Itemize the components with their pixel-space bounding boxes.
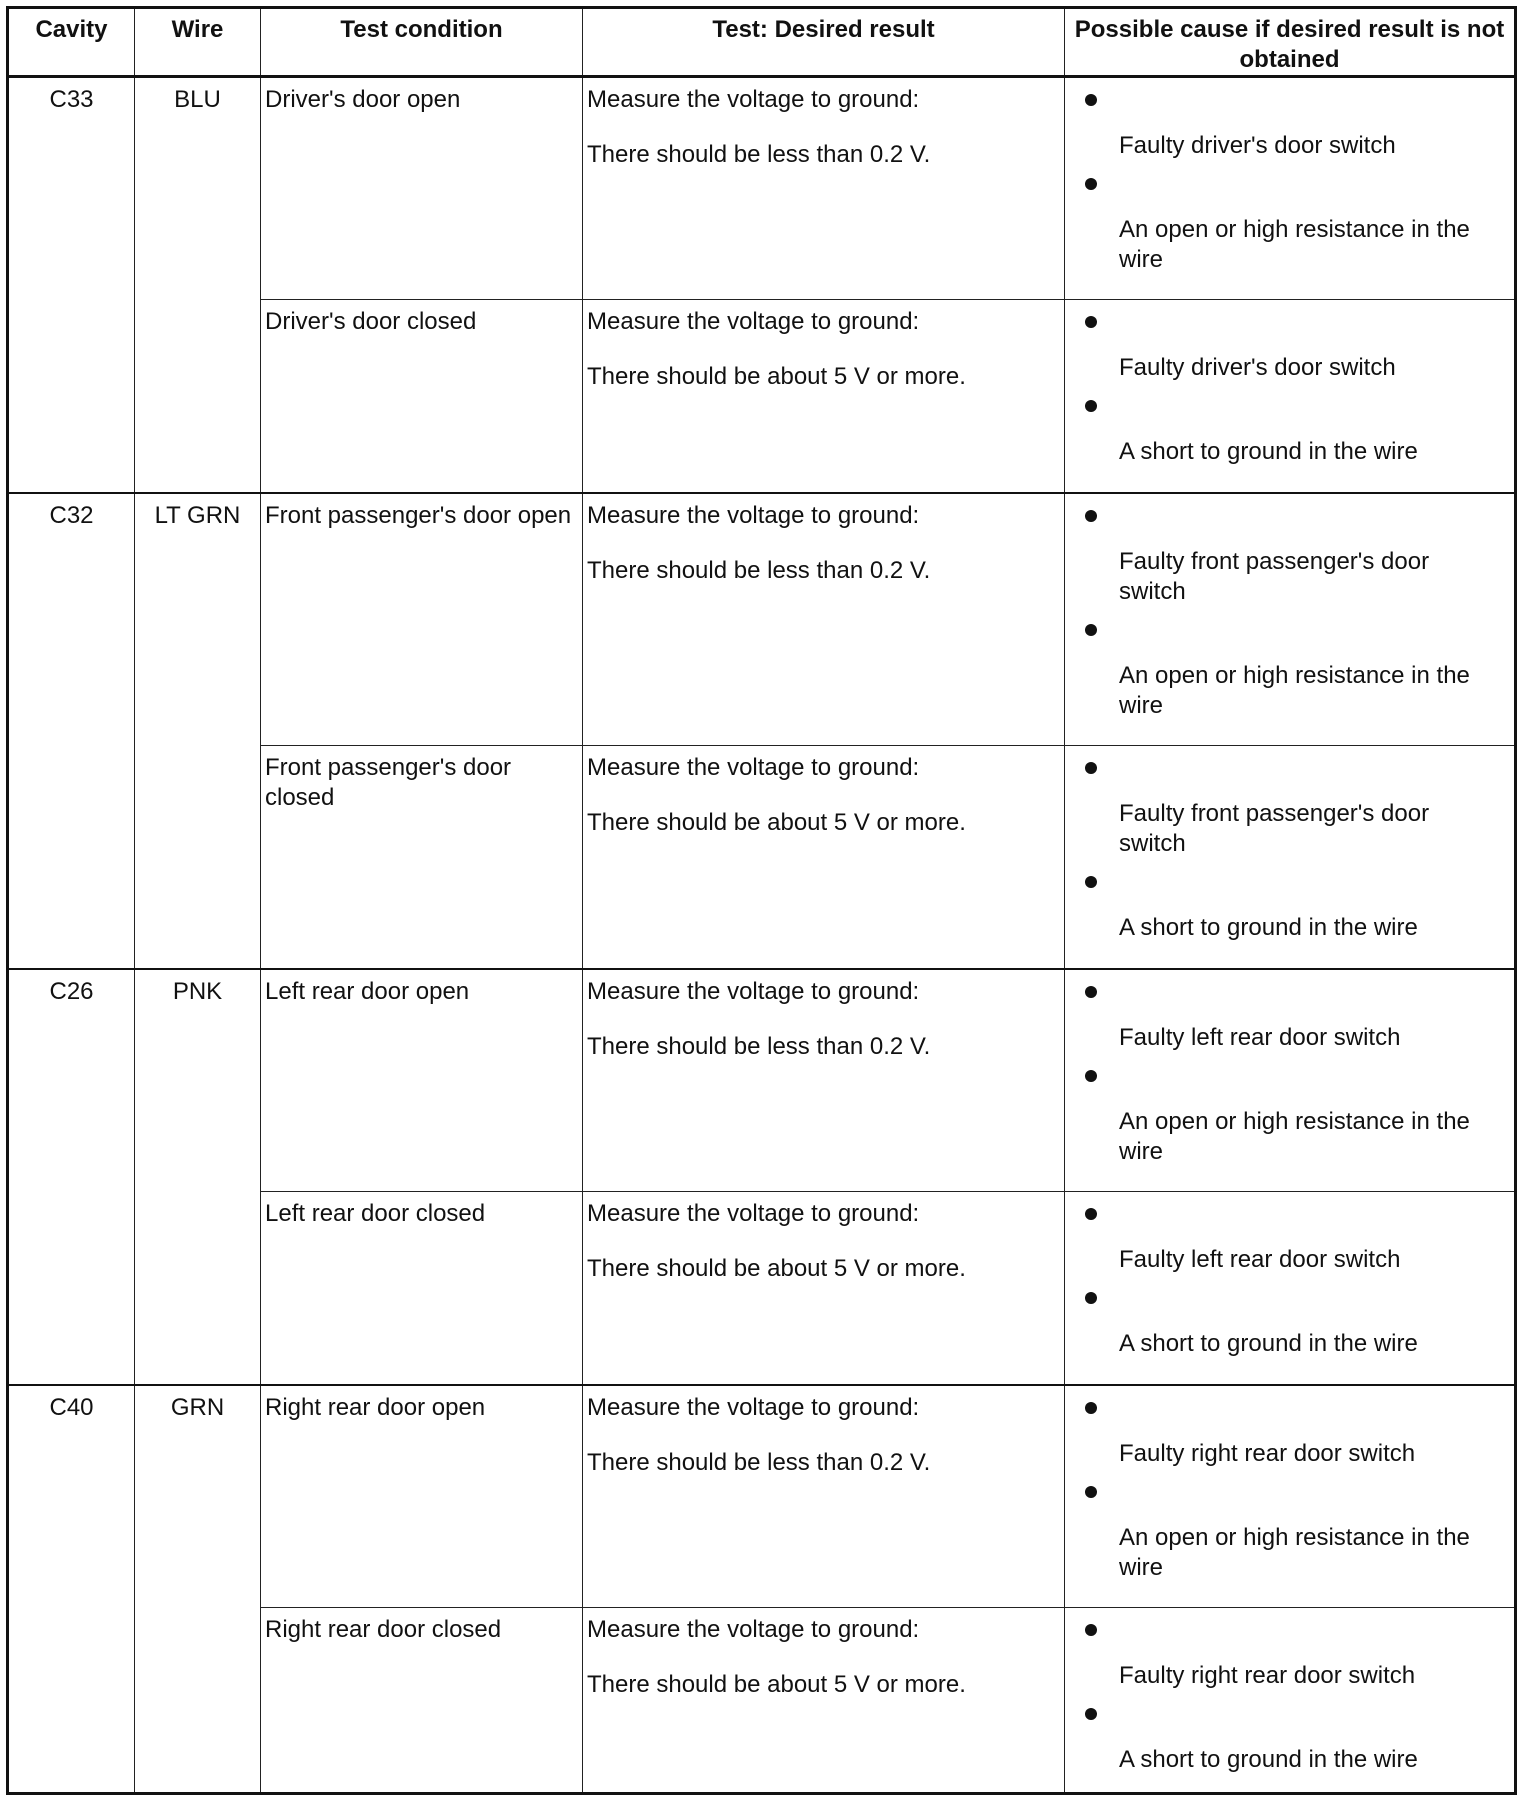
bullet-icon xyxy=(1085,1486,1097,1498)
test-condition-cell: Left rear door open xyxy=(261,969,583,1192)
bullet-icon xyxy=(1085,762,1097,774)
result-expected: There should be less than 0.2 V. xyxy=(587,141,931,168)
bullet-icon xyxy=(1085,94,1097,106)
test-condition-cell: Left rear door closed xyxy=(261,1192,583,1385)
cause-item xyxy=(1085,510,1502,607)
cause-text: An open or high resistance in the wire xyxy=(1119,1107,1470,1165)
cause-text: Faulty left rear door switch xyxy=(1119,1023,1401,1051)
cause-text: Faulty driver's door switch xyxy=(1119,354,1396,381)
cause-item xyxy=(1085,762,1502,859)
desired-result-cell xyxy=(583,1608,1065,1794)
cause-item xyxy=(1085,178,1502,275)
table-row xyxy=(8,969,1516,1192)
cause-item xyxy=(1085,1624,1502,1691)
test-condition-cell: Right rear door open xyxy=(261,1385,583,1608)
result-instruction: Measure the voltage to ground: xyxy=(587,1393,920,1421)
cause-text: A short to ground in the wire xyxy=(1119,1746,1418,1773)
desired-result-cell xyxy=(583,493,1065,746)
wire-cell: BLU xyxy=(135,77,261,493)
result-expected: There should be less than 0.2 V. xyxy=(587,1448,931,1476)
result-instruction: Measure the voltage to ground: xyxy=(587,1200,920,1227)
result-expected: There should be about 5 V or more. xyxy=(587,363,966,390)
result-instruction: Measure the voltage to ground: xyxy=(587,977,920,1005)
wire-cell: PNK xyxy=(135,969,261,1385)
diagnostic-table xyxy=(6,6,1517,1795)
table-row xyxy=(8,493,1516,746)
possible-cause-cell xyxy=(1065,77,1516,300)
result-expected: There should be less than 0.2 V. xyxy=(587,1032,931,1060)
bullet-icon xyxy=(1085,1402,1097,1414)
possible-cause-cell xyxy=(1065,493,1516,746)
test-condition-cell: Driver's door closed xyxy=(261,300,583,493)
desired-result-cell xyxy=(583,1385,1065,1608)
cause-item xyxy=(1085,1402,1502,1469)
test-condition-cell: Front passenger's door open xyxy=(261,493,583,746)
test-condition-cell: Right rear door closed xyxy=(261,1608,583,1794)
possible-cause-cell xyxy=(1065,1385,1516,1608)
cavity-cell: C32 xyxy=(8,493,135,969)
cause-text: A short to ground in the wire xyxy=(1119,438,1418,465)
possible-cause-cell xyxy=(1065,1608,1516,1794)
cause-item xyxy=(1085,624,1502,721)
bullet-icon xyxy=(1085,1624,1097,1636)
result-instruction: Measure the voltage to ground: xyxy=(587,308,920,335)
table-row xyxy=(8,1385,1516,1608)
cause-text: An open or high resistance in the wire xyxy=(1119,216,1470,273)
bullet-icon xyxy=(1085,986,1097,998)
header-test-condition: Test condition xyxy=(261,8,583,77)
header-row xyxy=(8,8,1516,77)
bullet-icon xyxy=(1085,1292,1097,1304)
header-desired-result: Test: Desired result xyxy=(583,8,1065,77)
cause-text: Faulty front passenger's door switch xyxy=(1119,800,1430,857)
result-instruction: Measure the voltage to ground: xyxy=(587,86,920,113)
desired-result-cell xyxy=(583,1192,1065,1385)
possible-cause-cell xyxy=(1065,1192,1516,1385)
table-row xyxy=(8,77,1516,300)
cause-text: Faulty front passenger's door switch xyxy=(1119,547,1430,605)
cavity-cell: C33 xyxy=(8,77,135,493)
bullet-icon xyxy=(1085,316,1097,328)
cause-item xyxy=(1085,1708,1502,1775)
result-instruction: Measure the voltage to ground: xyxy=(587,754,920,781)
cause-item xyxy=(1085,986,1502,1053)
wire-cell: GRN xyxy=(135,1385,261,1794)
bullet-icon xyxy=(1085,1070,1097,1082)
result-expected: There should be about 5 V or more. xyxy=(587,809,966,836)
cause-text: Faulty right rear door switch xyxy=(1119,1662,1416,1689)
cause-item xyxy=(1085,1292,1502,1359)
result-expected: There should be less than 0.2 V. xyxy=(587,556,931,584)
bullet-icon xyxy=(1085,400,1097,412)
header-cavity: Cavity xyxy=(8,8,135,77)
bullet-icon xyxy=(1085,510,1097,522)
desired-result-cell xyxy=(583,746,1065,969)
cause-text: Faulty left rear door switch xyxy=(1119,1246,1401,1273)
test-condition-cell: Driver's door open xyxy=(261,77,583,300)
header-possible-cause: Possible cause if desired result is not obtained xyxy=(1065,8,1516,77)
result-instruction: Measure the voltage to ground: xyxy=(587,501,920,529)
result-expected: There should be about 5 V or more. xyxy=(587,1671,966,1698)
result-instruction: Measure the voltage to ground: xyxy=(587,1616,920,1643)
desired-result-cell xyxy=(583,77,1065,300)
possible-cause-cell xyxy=(1065,969,1516,1192)
bullet-icon xyxy=(1085,1208,1097,1220)
cause-text: Faulty right rear door switch xyxy=(1119,1439,1416,1467)
cause-text: A short to ground in the wire xyxy=(1119,1330,1418,1357)
bullet-icon xyxy=(1085,876,1097,888)
desired-result-cell xyxy=(583,969,1065,1192)
cause-item xyxy=(1085,400,1502,467)
cause-item xyxy=(1085,1208,1502,1275)
bullet-icon xyxy=(1085,1708,1097,1720)
cause-text: An open or high resistance in the wire xyxy=(1119,1523,1470,1581)
test-condition-cell: Front passenger's door closed xyxy=(261,746,583,969)
cause-text: A short to ground in the wire xyxy=(1119,914,1418,941)
cause-text: An open or high resistance in the wire xyxy=(1119,661,1470,719)
possible-cause-cell xyxy=(1065,300,1516,493)
bullet-icon xyxy=(1085,624,1097,636)
cause-item xyxy=(1085,1070,1502,1167)
cause-item xyxy=(1085,876,1502,943)
wire-cell: LT GRN xyxy=(135,493,261,969)
cavity-cell: C40 xyxy=(8,1385,135,1794)
cause-item xyxy=(1085,316,1502,383)
result-expected: There should be about 5 V or more. xyxy=(587,1255,966,1282)
desired-result-cell xyxy=(583,300,1065,493)
header-wire: Wire xyxy=(135,8,261,77)
possible-cause-cell xyxy=(1065,746,1516,969)
cavity-cell: C26 xyxy=(8,969,135,1385)
bullet-icon xyxy=(1085,178,1097,190)
cause-item xyxy=(1085,1486,1502,1583)
cause-item xyxy=(1085,94,1502,161)
cause-text: Faulty driver's door switch xyxy=(1119,132,1396,159)
